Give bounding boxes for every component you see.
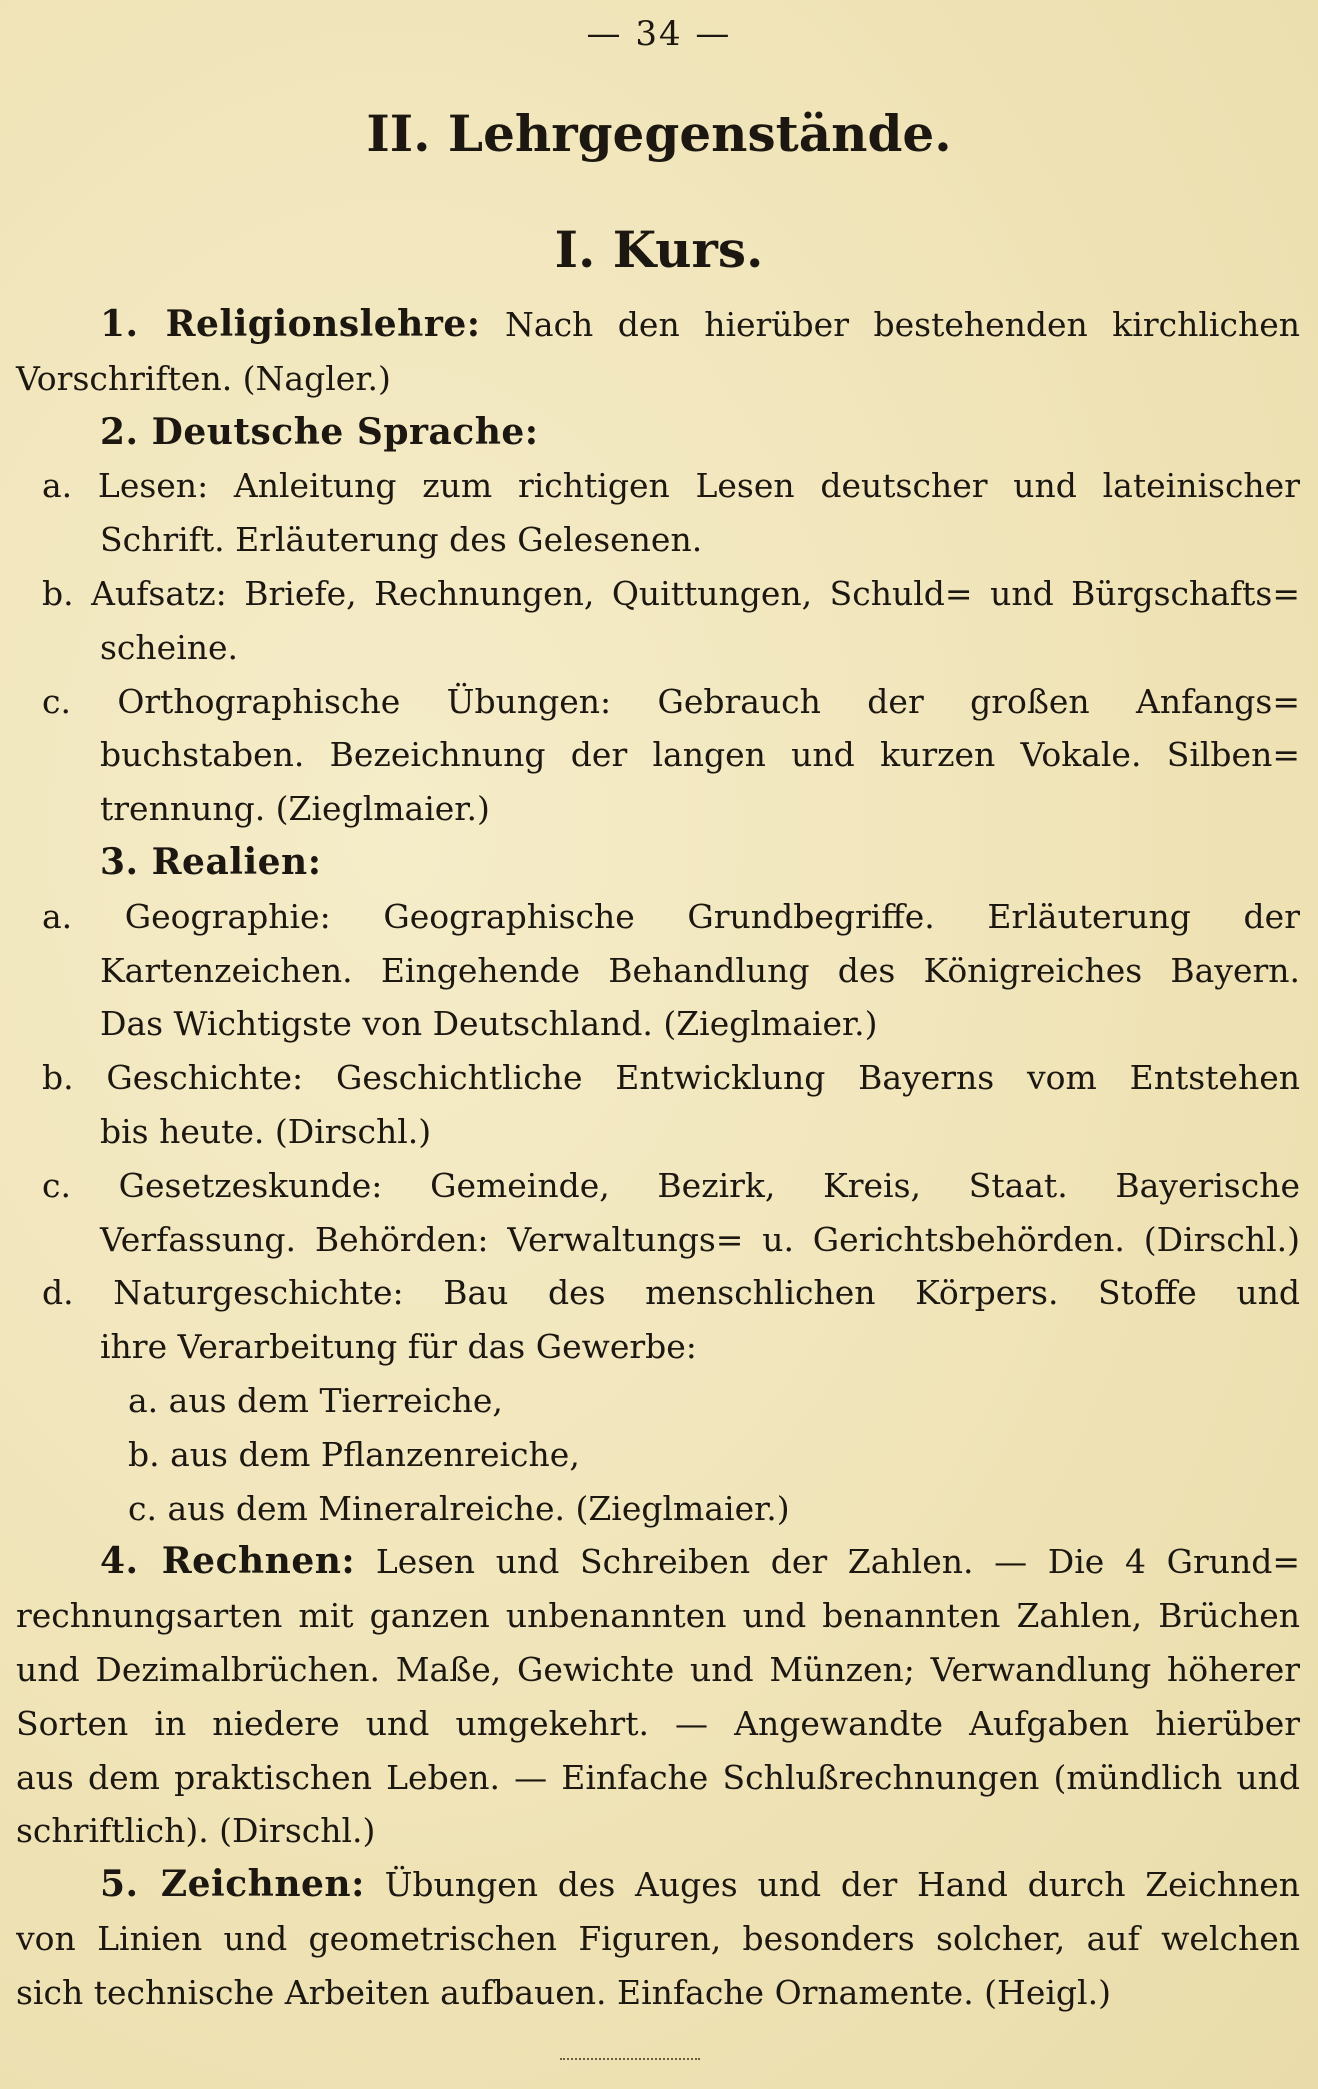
religion-heading: 1. Religionslehre: (100, 303, 481, 345)
zeichnen-line-1: 5. Zeichnen: Übungen des Auges und der Hand durch Zeichnen (100, 1863, 1300, 1906)
deutsch-a-line-2: Schrift. Erläuterung des Gelesenen. (100, 520, 703, 560)
zeichnen-line-2: von Linien und geometrischen Figuren, besonders solcher, auf welchen (16, 1918, 1300, 1958)
zeichnen-line-3: sich technische Arbeiten aufbauen. Einfache Ornamente. (Heigl.) (16, 1972, 1111, 2012)
deutsch-c-line-2: buchstaben. Bezeichnung der langen und kurzen Vokale. Silben= (100, 735, 1300, 775)
realien-d-line-2: ihre Verarbeitung für das Gewerbe: (100, 1327, 697, 1367)
realien-b-line-2: bis heute. (Dirschl.) (100, 1111, 432, 1151)
page-body (16, 298, 1300, 2020)
deutsch-a-line-1: a. Lesen: Anleitung zum richtigen Lesen deutscher und lateinischer (42, 466, 1300, 506)
realien-d-sub-a: a. aus dem Tierreiche, (128, 1380, 503, 1420)
religion-line-1: 1. Religionslehre: Nach den hierüber bestehenden kirchlichen (100, 303, 1300, 345)
realien-heading: 3. Realien: (100, 840, 322, 883)
deutsch-b-line-1: b. Aufsatz: Briefe, Rechnungen, Quittungen, Schuld= und Bürgschafts= (42, 573, 1300, 613)
deutsch-heading-line (16, 406, 1300, 460)
page-number: — 34 — (586, 14, 732, 54)
rechnen-line-5: aus dem praktischen Leben. — Einfache Schlußrechnungen (mündlich und (16, 1757, 1300, 1797)
religion-line-2: Vorschriften. (Nagler.) (16, 358, 391, 398)
realien-a-line-2: Kartenzeichen. Eingehende Behandlung des Königreiches Bayern. (100, 950, 1300, 990)
rechnen-line-6: schriftlich). (Dirschl.) (16, 1811, 376, 1851)
realien-d-sub-b: b. aus dem Pflanzenreiche, (128, 1434, 580, 1474)
deutsch-b-line-2: scheine. (100, 627, 239, 667)
realien-heading-line (16, 836, 1300, 890)
rechnen-line-1: 4. Rechnen: Lesen und Schreiben der Zahlen. — Die 4 Grund= (100, 1540, 1300, 1583)
zeichnen-heading: 5. Zeichnen: (100, 1863, 365, 1906)
rechnen-line-2: rechnungsarten mit ganzen unbenannten und benannten Zahlen, Brüchen (16, 1596, 1300, 1636)
deutsch-c-line-3: trennung. (Zieglmaier.) (100, 789, 490, 829)
rechnen-line-3: und Dezimalbrüchen. Maße, Gewichte und Münzen; Verwandlung höherer (16, 1649, 1300, 1689)
rechnen-heading: 4. Rechnen: (100, 1540, 356, 1583)
realien-c-line-1: c. Gesetzeskunde: Gemeinde, Bezirk, Kreis, Staat. Bayerische (42, 1165, 1300, 1205)
deutsch-c-line-1: c. Orthographische Übungen: Gebrauch der großen Anfangs= (42, 681, 1300, 721)
realien-d-line-1: d. Naturgeschichte: Bau des menschlichen Körpers. Stoffe und (42, 1273, 1300, 1313)
realien-c-line-2: Verfassung. Behörden: Verwaltungs= u. Gerichtsbehörden. (Dirschl.) (100, 1219, 1300, 1259)
realien-d-sub-c: c. aus dem Mineralreiche. (Zieglmaier.) (128, 1488, 790, 1528)
course-title: I. Kurs. (554, 220, 764, 279)
realien-a-line-1: a. Geographie: Geographische Grundbegriffe. Erläuterung der (42, 896, 1300, 936)
realien-b-line-1: b. Geschichte: Geschichtliche Entwicklung Bayerns vom Entstehen (42, 1058, 1300, 1098)
section-title: II. Lehrgegenstände. (366, 104, 952, 163)
deutsch-heading: 2. Deutsche Sprache: (100, 410, 539, 453)
decorative-rule (560, 2058, 700, 2068)
realien-a-line-3: Das Wichtigste von Deutschland. (Zieglmaier.) (100, 1004, 878, 1044)
rechnen-line-4: Sorten in niedere und umgekehrt. — Angewandte Aufgaben hierüber (16, 1703, 1300, 1743)
